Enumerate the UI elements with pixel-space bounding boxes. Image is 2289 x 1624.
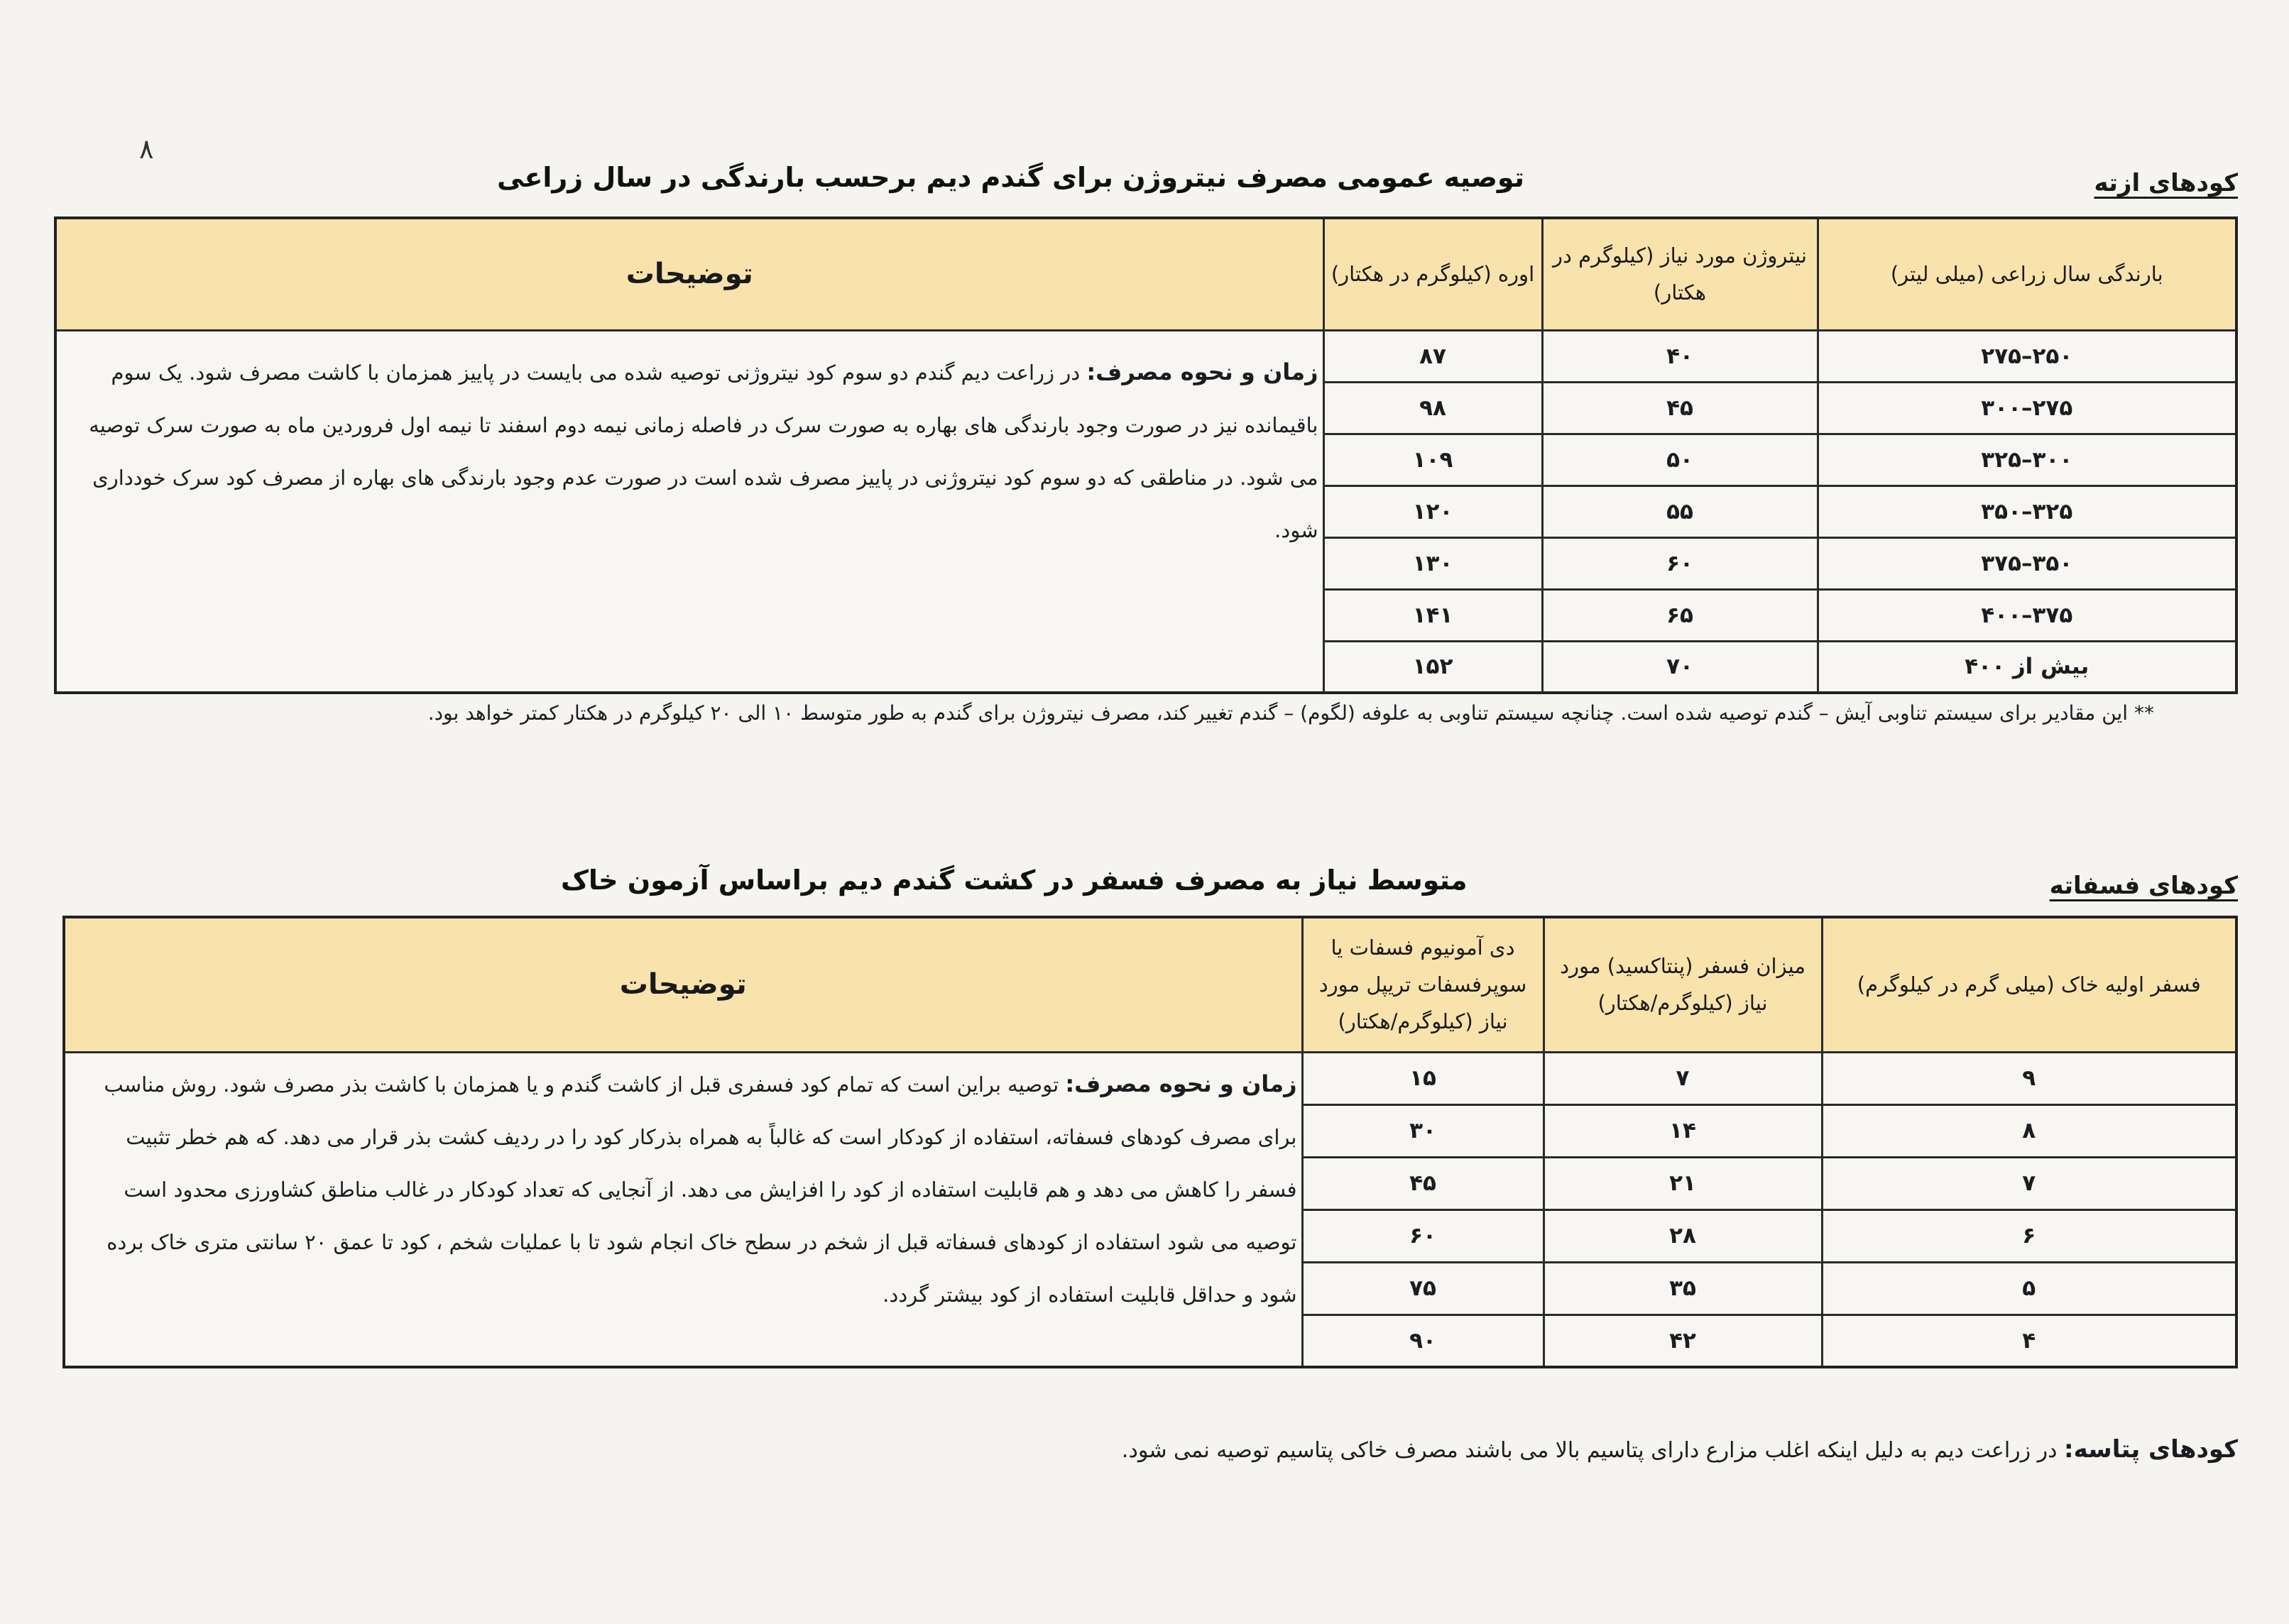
cell-rainfall: ۳۰۰–۳۲۵ [1818,434,2236,485]
potash-text: در زراعت دیم به دلیل اینکه اغلب مزارع دارای پتاسیم بالا می باشند مصرف خاکی پتاسیم توصیه نمی شود. [1121,1438,2065,1463]
phosphate-section-label: کودهای فسفاته [2049,872,2238,900]
cell-fertilizer: ۴۵ [1302,1157,1544,1209]
phosphate-description [64,1052,1302,1367]
nitrogen-table-title: توصیه عمومی مصرف نیتروژن برای گندم دیم برحسب بارندگی در سال زراعی [497,162,1525,193]
cell-rainfall: ۲۵۰–۲۷۵ [1818,330,2236,382]
cell-soil-phosphorus: ۶ [1822,1209,2236,1262]
header-soil-phosphorus: فسفر اولیه خاک (میلی گرم در کیلوگرم) [1822,917,2236,1052]
header-urea: اوره (کیلوگرم در هکتار) [1323,218,1542,330]
cell-nitrogen: ۷۰ [1542,641,1818,693]
cell-nitrogen: ۴۵ [1542,382,1818,434]
cell-phosphorus: ۴۲ [1544,1315,1822,1367]
cell-phosphorus: ۷ [1544,1052,1822,1104]
header-nitrogen-needed: نیتروژن مورد نیاز (کیلوگرم در هکتار) [1542,218,1818,330]
cell-soil-phosphorus: ۸ [1822,1104,2236,1157]
page-number: ۸ [139,133,154,165]
header-phosphorus-needed: میزان فسفر (پنتاکسید) مورد نیاز (کیلوگرم/هکتار) [1544,917,1822,1052]
cell-fertilizer: ۶۰ [1302,1209,1544,1262]
cell-nitrogen: ۴۰ [1542,330,1818,382]
header-rainfall: بارندگی سال زراعی (میلی لیتر) [1818,218,2236,330]
cell-urea: ۱۴۱ [1323,589,1542,641]
cell-soil-phosphorus: ۵ [1822,1262,2236,1315]
cell-soil-phosphorus: ۹ [1822,1052,2236,1104]
cell-fertilizer: ۹۰ [1302,1315,1544,1367]
cell-rainfall: ۲۷۵–۳۰۰ [1818,382,2236,434]
nitrogen-description-label: زمان و نحوه مصرف: [1086,358,1318,385]
cell-urea: ۱۰۹ [1323,434,1542,485]
header-description: توضیحات [64,917,1302,1052]
cell-phosphorus: ۳۵ [1544,1262,1822,1315]
cell-nitrogen: ۵۰ [1542,434,1818,485]
cell-urea: ۹۸ [1323,382,1542,434]
nitrogen-section-label: کودهای ازته [2094,169,2238,197]
cell-nitrogen: ۵۵ [1542,485,1818,537]
phosphate-table-title: متوسط نیاز به مصرف فسفر در کشت گندم دیم براساس آزمون خاک [561,865,1468,896]
potash-note [1122,1435,2238,1464]
nitrogen-table [54,216,2238,694]
cell-fertilizer: ۱۵ [1302,1052,1544,1104]
nitrogen-description-text: در زراعت دیم گندم دو سوم کود نیتروژنی توصیه شده می بایست در پاییز همزمان با کاشت مصرف شود. یک سوم باقیمانده نیز در صورت وجود بارندگی های بهاره به صورت سرک در فاصله زمانی نیمه دوم اسفند تا نیمه اول فروردین ماه به صورت سرک توصیه می شود. در مناطقی که دو سوم کود نیتروژنی در پاییز مصرف شده است در صورت عدم وجود بارندگی های بهاره از مصرف کود سرک خودداری شود. [89,360,1318,542]
cell-phosphorus: ۲۸ [1544,1209,1822,1262]
cell-soil-phosphorus: ۴ [1822,1315,2236,1367]
phosphate-description-label: زمان و نحوه مصرف: [1065,1070,1297,1097]
cell-phosphorus: ۲۱ [1544,1157,1822,1209]
cell-urea: ۱۲۰ [1323,485,1542,537]
cell-rainfall: ۳۷۵–۴۰۰ [1818,589,2236,641]
cell-nitrogen: ۶۰ [1542,537,1818,589]
nitrogen-footnote: ** این مقادیر برای سیستم تناوبی آیش – گندم توصیه شده است. چنانچه سیستم تناوبی به علوفه (لگوم) – گندم تغییر کند، مصرف نیتروژن برای گندم به طور متوسط ۱۰ الی ۲۰ کیلوگرم در هکتار کمتر خواهد بود. [427,701,2154,725]
cell-rainfall: ۳۲۵–۳۵۰ [1818,485,2236,537]
cell-fertilizer: ۷۵ [1302,1262,1544,1315]
header-description: توضیحات [55,218,1323,330]
cell-phosphorus: ۱۴ [1544,1104,1822,1157]
cell-soil-phosphorus: ۷ [1822,1157,2236,1209]
phosphate-table [62,916,2238,1368]
cell-rainfall: بیش از ۴۰۰ [1818,641,2236,693]
cell-rainfall: ۳۵۰–۳۷۵ [1818,537,2236,589]
header-fertilizer: دی آمونیوم فسفات یا سوپرفسفات تریپل مورد نیاز (کیلوگرم/هکتار) [1302,917,1544,1052]
potash-label: کودهای پتاسه: [2064,1435,2238,1464]
phosphate-description-text: توصیه براین است که تمام کود فسفری قبل از کاشت گندم و یا همزمان با کاشت بذر مصرف شود. روش مناسب برای مصرف کودهای فسفاته، استفاده از کودکار است که غالباً به همراه بذرکار کود را در ردیف کشت بذر قرار می دهد. که هم خطر تثبیت فسفر را کاهش می دهد و هم قابلیت استفاده از کود را افزایش می دهد. از آنجایی که تعداد کودکار در غالب مناطق کشاورزی محدود است توصیه می شود استفاده از کودهای فسفاته قبل از شخم در سطح خاک انجام شود تا با عملیات شخم ، کود تا عمق ۲۰ سانتی متری خاک برده شود و حداقل قابلیت استفاده از کود بیشتر گردد. [104,1072,1297,1307]
cell-urea: ۱۵۲ [1323,641,1542,693]
cell-urea: ۱۳۰ [1323,537,1542,589]
nitrogen-description [55,330,1323,693]
cell-nitrogen: ۶۵ [1542,589,1818,641]
cell-fertilizer: ۳۰ [1302,1104,1544,1157]
cell-urea: ۸۷ [1323,330,1542,382]
